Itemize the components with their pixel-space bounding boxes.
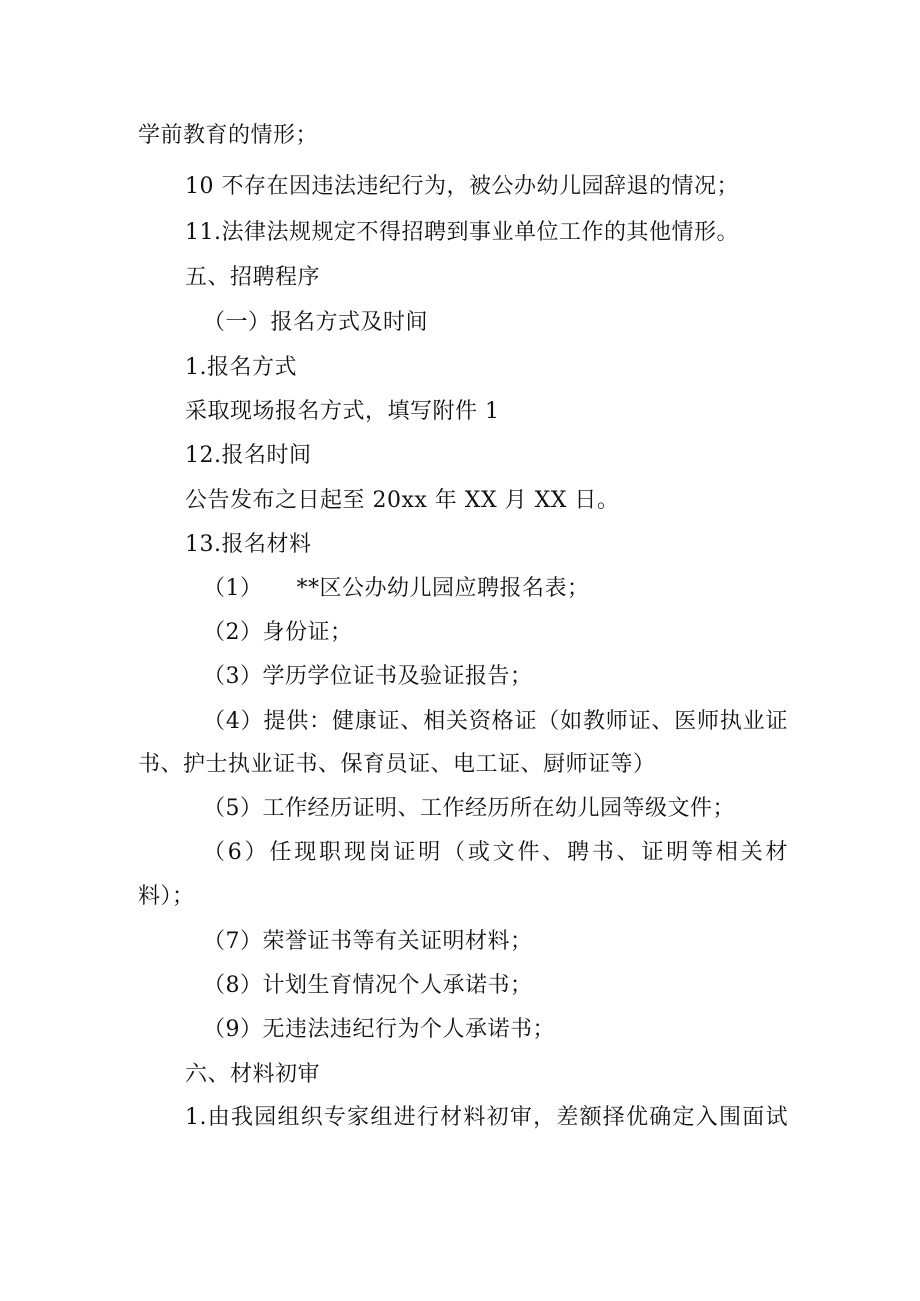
- material-item-3: （3）学历学位证书及验证报告；: [203, 664, 533, 689]
- text-line-reg-time-title: 12.报名时间: [185, 443, 312, 468]
- material-item-9: （9）无违法违纪行为个人承诺书；: [203, 1017, 555, 1042]
- section-heading-5: 五、招聘程序: [185, 265, 321, 290]
- material-item-1: （1） **区公办幼儿园应聘报名表；: [203, 576, 590, 601]
- material-item-4: （4）提供：健康证、相关资格证（如教师证、医师执业证: [203, 709, 788, 734]
- text-line-review-1: 1.由我园组织专家组进行材料初审，差额择优确定入围面试: [185, 1105, 788, 1130]
- text-line-reg-method: 采取现场报名方式，填写附件 1: [185, 399, 500, 424]
- text-line-reg-method-title: 1.报名方式: [185, 355, 297, 380]
- text-line-materials-title: 13.报名材料: [185, 532, 312, 557]
- text-line-item-10: 10 不存在因违法违纪行为，被公办幼儿园辞退的情况；: [185, 174, 739, 199]
- text-line-item-11: 11.法律法规规定不得招聘到事业单位工作的其他情形。: [185, 220, 739, 245]
- material-item-8: （8）计划生育情况个人承诺书；: [203, 973, 533, 998]
- material-item-2: （2）身份证；: [203, 620, 353, 645]
- material-item-4-cont: 书、护士执业证书、保育员证、电工证、厨师证等）: [138, 752, 656, 777]
- section-heading-6: 六、材料初审: [185, 1062, 321, 1087]
- material-item-7: （7）荣誉证书等有关证明材料；: [203, 929, 533, 954]
- material-item-5: （5）工作经历证明、工作经历所在幼儿园等级文件；: [203, 796, 735, 821]
- material-item-6-cont: 料）；: [138, 884, 195, 909]
- subsection-heading-1: （一）报名方式及时间: [203, 310, 429, 335]
- text-line-reg-time: 公告发布之日起至 20xx 年 XX 月 XX 日。: [185, 488, 620, 513]
- text-line-continuation: 学前教育的情形；: [138, 123, 319, 148]
- material-item-6: （6）任现职现岗证明（或文件、聘书、证明等相关材: [203, 840, 788, 865]
